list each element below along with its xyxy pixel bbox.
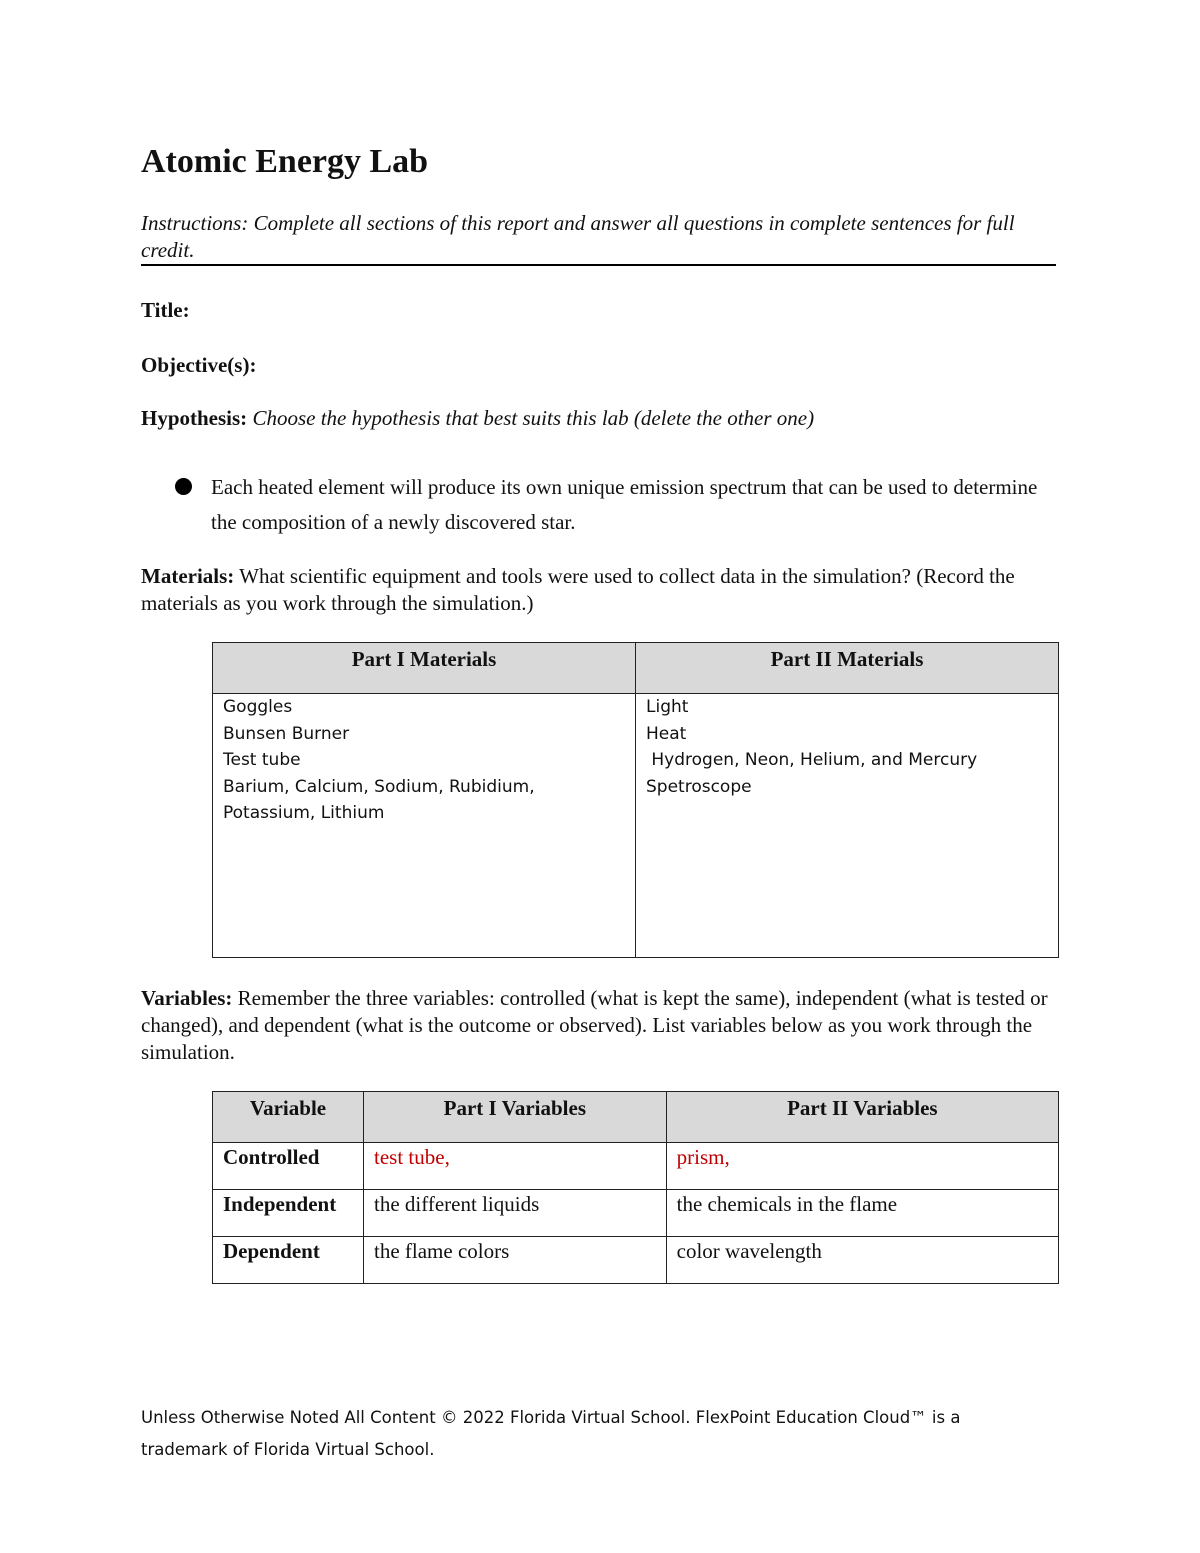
materials-part1-line: Potassium, Lithium: [223, 803, 385, 823]
variables-description: Remember the three variables: controlled (what is kept the same), independent (what is tested or changed), and dependent (what is the outcome or observed). List variables below as you work through the simulation.: [141, 986, 1048, 1064]
hypothesis-option: Each heated element will produce its own unique emission spectrum that can be used to determine the composition of a newly discovered star.: [211, 475, 1038, 534]
materials-part2-line: Spetroscope: [646, 776, 752, 797]
hypothesis-label: Hypothesis:: [141, 406, 248, 430]
page-title: Atomic Energy Lab: [141, 143, 429, 180]
variable-part2-value[interactable]: prism,: [666, 1143, 1058, 1190]
variable-part1-value[interactable]: test tube,: [364, 1143, 667, 1190]
materials-part2-line: Hydrogen, Neon, Helium, and Mercury: [646, 750, 978, 770]
materials-part1-line: Barium, Calcium, Sodium, Rubidium,: [223, 776, 535, 797]
materials-label: Materials:: [141, 564, 235, 588]
materials-part2-cell[interactable]: [636, 694, 1059, 958]
materials-header-part2: Part II Materials: [636, 643, 1059, 694]
variables-label: Variables:: [141, 986, 233, 1010]
materials-header-part1: Part I Materials: [213, 643, 636, 694]
variable-part1-value[interactable]: the different liquids: [364, 1190, 667, 1237]
variable-part2-value[interactable]: color wavelength: [666, 1237, 1058, 1284]
objective-label: Objective(s):: [141, 353, 257, 377]
materials-part1-cell[interactable]: [213, 694, 636, 958]
materials-part2-line: Heat: [646, 723, 687, 744]
materials-part1-line: Test tube: [223, 750, 301, 770]
bullet-icon: [175, 478, 192, 495]
footer-copyright: Unless Otherwise Noted All Content © 2022 Florida Virtual School. FlexPoint Education Cloud™ is a trademark of Florida Virtual School.: [141, 1408, 961, 1459]
variables-header-variable: Variable: [213, 1092, 364, 1143]
table-row: [213, 1237, 1059, 1284]
instructions: Instructions: Complete all sections of this report and answer all questions in complete sentences for full credit.: [141, 210, 1056, 266]
materials-part2-line: Light: [646, 697, 689, 717]
table-row: [213, 1190, 1059, 1237]
table-row: [213, 1143, 1059, 1190]
materials-header-row: [213, 643, 1059, 694]
hypothesis-field: [141, 405, 814, 432]
title-label: Title:: [141, 298, 190, 322]
hypothesis-hint: Choose the hypothesis that best suits this lab (delete the other one): [252, 406, 815, 430]
materials-table: [212, 642, 1059, 958]
materials-content-row: [213, 694, 1059, 958]
materials-section: [141, 563, 1056, 617]
materials-description: What scientific equipment and tools were used to collect data in the simulation? (Record the materials as you work through the simulation.): [141, 564, 1015, 615]
variables-header-row: [213, 1092, 1059, 1143]
variable-name: Dependent: [213, 1237, 364, 1284]
variable-part1-value[interactable]: the flame colors: [364, 1237, 667, 1284]
variables-header-part1: Part I Variables: [364, 1092, 667, 1143]
variable-part2-value[interactable]: the chemicals in the flame: [666, 1190, 1058, 1237]
variables-header-part2: Part II Variables: [666, 1092, 1058, 1143]
title-field: [141, 297, 190, 324]
variable-name: Independent: [213, 1190, 364, 1237]
variables-table: [212, 1091, 1059, 1284]
materials-part1-line: Bunsen Burner: [223, 723, 350, 744]
variables-section: [141, 985, 1056, 1066]
objective-field: [141, 352, 256, 379]
variable-name: Controlled: [213, 1143, 364, 1190]
materials-part1-line: Goggles: [223, 697, 293, 717]
